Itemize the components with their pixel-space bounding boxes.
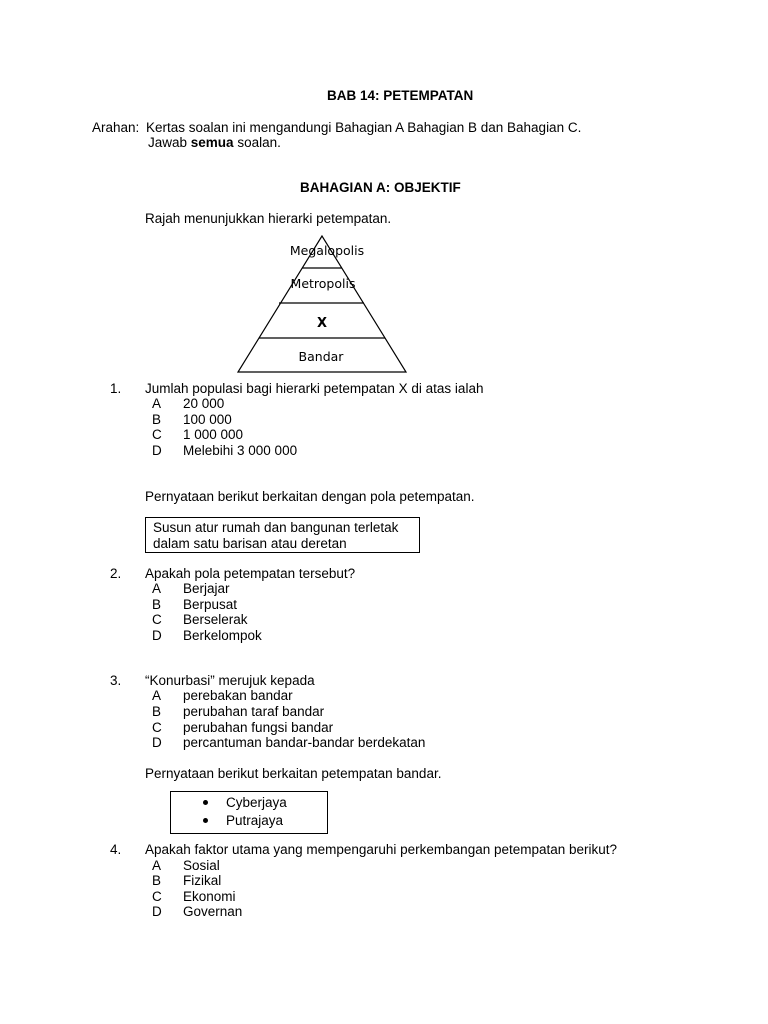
question-4-number: 4. [110, 842, 122, 857]
instructions-label: Arahan: [92, 120, 140, 135]
option-letter: C [152, 427, 162, 442]
option-text: perubahan taraf bandar [183, 704, 325, 719]
option-text: perubahan fungsi bandar [183, 719, 334, 735]
option-letter: D [152, 904, 162, 919]
option-text: Fizikal [183, 873, 222, 888]
statement-line-1: Susun atur rumah dan bangunan terletak [153, 520, 399, 535]
option-letter: B [152, 596, 162, 612]
statement-box-cities [170, 791, 328, 834]
bullet-icon [203, 800, 208, 805]
option-text: perebakan bandar [183, 688, 293, 703]
level-x: X [316, 316, 328, 331]
question-3-number: 3. [110, 673, 122, 688]
option-letter: C [152, 719, 162, 735]
option-letter: A [152, 396, 162, 411]
option-letter: A [152, 857, 162, 873]
instructions-line2-post: soalan. [233, 135, 281, 150]
question-1-number: 1. [110, 381, 122, 396]
instructions-line1: Kertas soalan ini mengandungi Bahagian A Bahagian B dan Bahagian C. [146, 120, 582, 135]
option-text: Berselerak [183, 612, 248, 627]
option-text: percantuman bandar-bandar berdekatan [183, 735, 426, 750]
question-4-text: Apakah faktor utama yang mempengaruhi perkembangan petempatan berikut? [145, 842, 618, 857]
option-text: 100 000 [183, 411, 232, 427]
instructions-emphasis: semua [190, 135, 234, 150]
option-text: Berjajar [183, 581, 230, 596]
option-letter: D [152, 442, 162, 458]
option-letter: B [152, 704, 162, 719]
level-metropolis: Metropolis [290, 276, 356, 291]
question-3-text: “Konurbasi” merujuk kepada [145, 673, 315, 688]
option-letter: D [152, 627, 162, 643]
option-text: 20 000 [183, 396, 225, 411]
option-text: Melebihi 3 000 000 [183, 442, 298, 458]
level-bandar: Bandar [298, 349, 344, 364]
city-name: Cyberjaya [226, 795, 287, 810]
option-text: Ekonomi [183, 888, 236, 904]
option-letter: C [152, 888, 162, 904]
option-letter: A [152, 688, 162, 703]
section-title: BAHAGIAN A: OBJEKTIF [300, 180, 461, 195]
question-2-number: 2. [110, 566, 122, 581]
option-letter: A [152, 581, 162, 596]
option-letter: D [152, 735, 162, 750]
instructions-line2-pre: Jawab [148, 135, 191, 150]
option-letter: B [152, 873, 162, 888]
city-item [171, 794, 327, 812]
city-item [171, 812, 327, 830]
hierarchy-pyramid [0, 0, 768, 380]
bullet-icon [203, 818, 208, 823]
question-4-intro: Pernyataan berikut berkaitan petempatan bandar. [145, 766, 442, 781]
statement-line-2: dalam satu barisan atau deretan [153, 535, 347, 551]
option-text: Berpusat [183, 596, 238, 612]
option-letter: C [152, 612, 162, 627]
option-text: Sosial [183, 857, 220, 873]
question-2-intro: Pernyataan berikut berkaitan dengan pola petempatan. [145, 489, 475, 504]
statement-box-pattern [145, 517, 420, 553]
level-megalopolis: Megalopolis [289, 243, 365, 258]
city-name: Putrajaya [226, 813, 284, 828]
option-letter: B [152, 411, 162, 427]
option-text: Berkelompok [183, 627, 262, 643]
diagram-caption: Rajah menunjukkan hierarki petempatan. [145, 211, 392, 226]
option-text: 1 000 000 [183, 427, 244, 442]
question-2-text: Apakah pola petempatan tersebut? [145, 566, 356, 581]
page-title: BAB 14: PETEMPATAN [327, 88, 474, 103]
city-list [171, 794, 327, 830]
option-text: Governan [183, 904, 243, 919]
question-1-text: Jumlah populasi bagi hierarki petempatan X di atas ialah [145, 381, 484, 396]
